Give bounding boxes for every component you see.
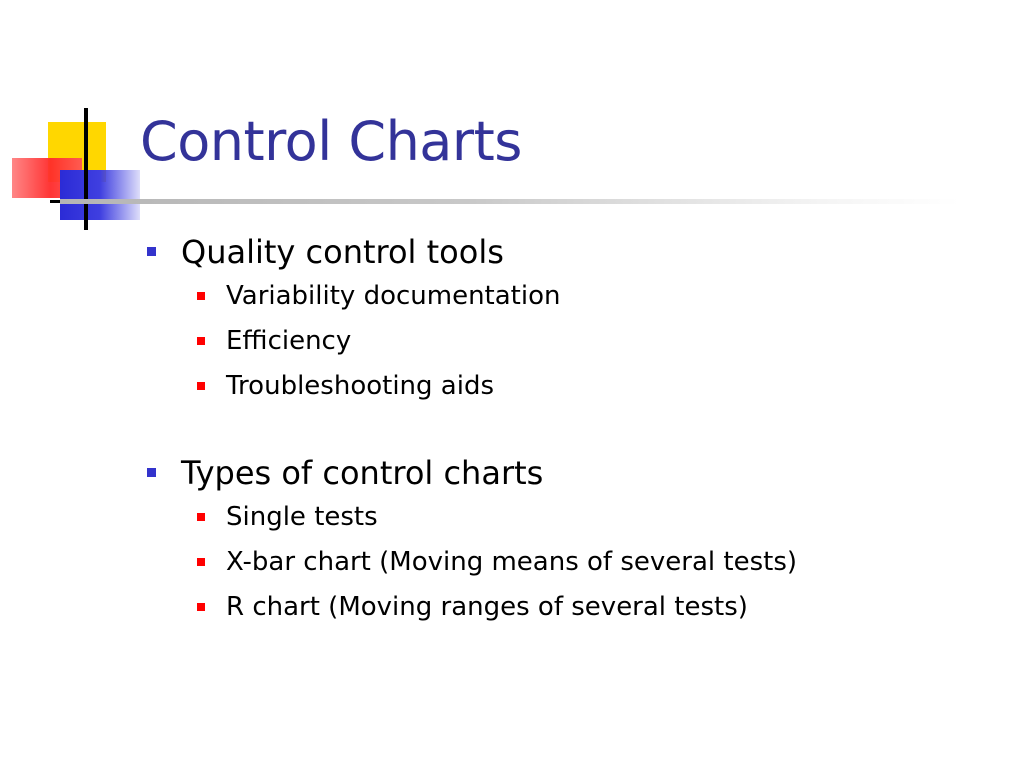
section-spacer <box>145 409 1005 451</box>
page-title: Control Charts <box>140 110 522 173</box>
red-square-bullet-icon <box>197 337 205 345</box>
red-square-bullet-icon <box>197 513 205 521</box>
list-item <box>145 230 1005 274</box>
decorative-logo-icon <box>0 100 150 240</box>
list-item <box>145 540 1005 585</box>
sub-item-text: Single tests <box>226 502 378 532</box>
list-item <box>145 274 1005 319</box>
sub-item-text: Troubleshooting aids <box>226 371 494 401</box>
red-square-bullet-icon <box>197 603 205 611</box>
section-heading: Types of control charts <box>181 454 544 492</box>
sub-item-text: Variability documentation <box>226 281 561 311</box>
sub-item-text: X-bar chart (Moving means of several tests) <box>226 547 798 577</box>
list-item <box>145 319 1005 364</box>
logo-blue-bar <box>60 170 140 220</box>
list-item <box>145 364 1005 409</box>
red-square-bullet-icon <box>197 292 205 300</box>
sub-item-text: R chart (Moving ranges of several tests) <box>226 592 748 622</box>
logo-vertical-line <box>84 108 88 230</box>
blue-square-bullet-icon <box>147 247 156 256</box>
bullet-list <box>145 230 1005 630</box>
list-item <box>145 495 1005 540</box>
blue-square-bullet-icon <box>147 468 156 477</box>
red-square-bullet-icon <box>197 382 205 390</box>
list-item <box>145 585 1005 630</box>
list-item <box>145 451 1005 495</box>
sub-item-text: Efficiency <box>226 326 352 356</box>
red-square-bullet-icon <box>197 558 205 566</box>
title-underline <box>60 199 960 204</box>
section-heading: Quality control tools <box>181 233 504 271</box>
